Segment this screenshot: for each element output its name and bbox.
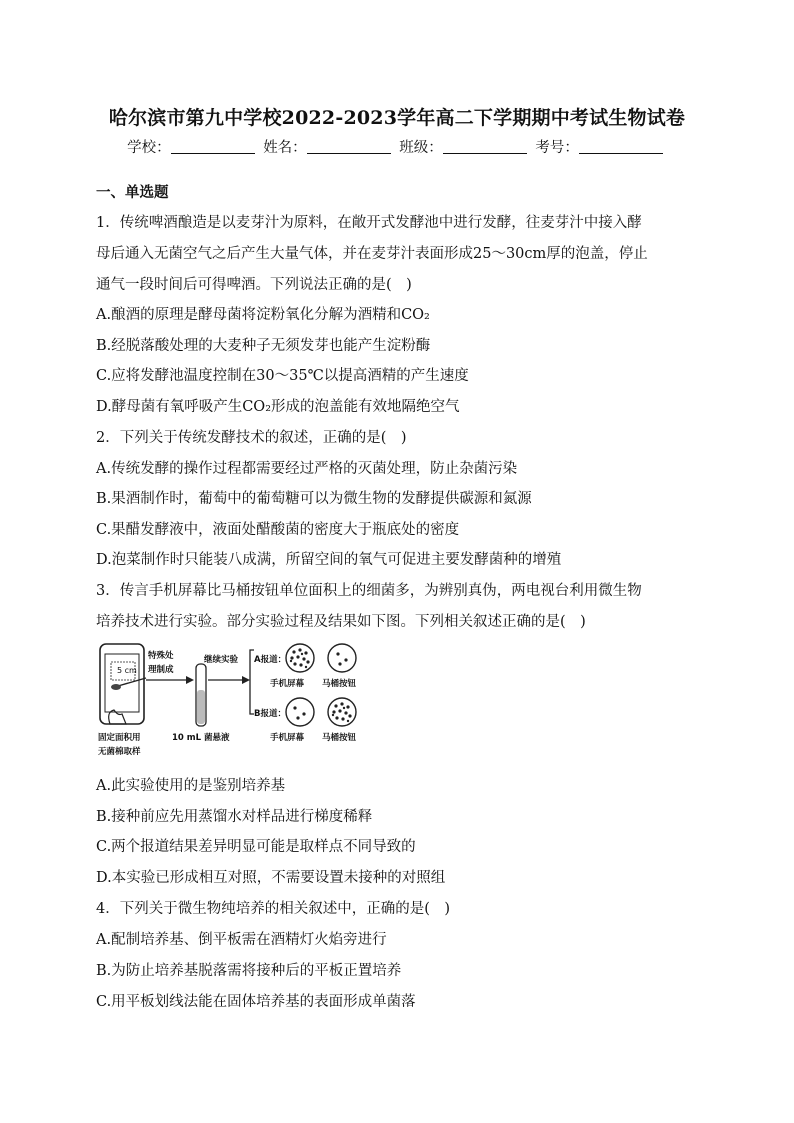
label-sample-2: 无菌棉取样 [98,747,141,757]
petri-dish-a-toilet [328,644,356,672]
label-continue: 继续实验 [204,655,239,665]
class-blank[interactable] [443,139,527,154]
label-tube: 10 mL 菌悬液 [172,733,230,743]
q3-option-a: A.此实验使用的是鉴别培养基 [96,778,286,794]
class-label: 班级： [399,140,443,156]
q3-stem-line: 3．传言手机屏幕比马桶按钮单位面积上的细菌多，为辨别真伪，两电视台利用微生物 [96,583,642,599]
q1-option-a: A.酿酒的原理是酵母菌将淀粉氧化分解为酒精和CO₂ [96,307,430,323]
q2-option-a: A.传统发酵的操作过程都需要经过严格的灭菌处理，防止杂菌污染 [96,461,518,477]
label-sample-1: 固定面积用 [98,733,141,743]
arrow-head-icon [242,676,250,684]
label-5cm: 5 cm [117,666,137,675]
name-blank[interactable] [307,139,391,154]
swab-stick [118,678,146,686]
q3-stem-line: 培养技术进行实验。部分实验过程及结果如下图。下列相关叙述正确的是( ) [96,614,586,630]
colonies-b-toilet [332,702,352,722]
exam-number-label: 考号： [535,140,579,156]
q4-stem-line: 4．下列关于微生物纯培养的相关叙述中，正确的是( ) [96,901,451,917]
q1-option-d: D.酵母菌有氧呼吸产生CO₂形成的泡盖能有效地隔绝空气 [96,399,460,415]
petri-dish-a-phone [286,644,314,672]
q2-stem-line: 2．下列关于传统发酵技术的叙述，正确的是( ) [96,430,407,446]
tube-liquid [197,690,205,724]
label-process-2: 理制成 [148,665,174,675]
section-heading: 一、单选题 [96,184,169,201]
arrow-head-icon [186,676,194,684]
q2-option-b: B.果酒制作时，葡萄中的葡萄糖可以为微生物的发酵提供碳源和氮源 [96,491,532,507]
colonies-a-toilet [336,652,347,665]
exam-title: 哈尔滨市第九中学校2022-2023学年高二下学期期中考试生物试卷 [108,107,686,129]
petri-dish-b-phone [286,698,314,726]
label-report-b: B报道： [254,709,286,719]
exam-number-blank[interactable] [579,139,663,154]
swab-tip [111,684,121,690]
q3-option-c: C.两个报道结果差异明显可能是取样点不同导致的 [96,839,416,855]
q1-stem-line: 通气一段时间后可得啤酒。下列说法正确的是( ) [96,277,412,293]
petri-dish-b-toilet [328,698,356,726]
label-phone-b: 手机屏幕 [270,733,305,743]
q2-option-d: D.泡菜制作时只能装八成满，所留空间的氧气可促进主要发酵菌种的增殖 [96,552,562,568]
q1-stem-line: 1．传统啤酒酿造是以麦芽汁为原料，在敞开式发酵池中进行发酵，往麦芽汁中接入酵 [96,215,642,231]
label-process-1: 特殊处 [148,651,174,661]
school-blank[interactable] [171,139,255,154]
phone-screen [105,654,139,712]
q3-option-b: B.接种前应先用蒸馏水对样品进行梯度稀释 [96,809,373,825]
name-label: 姓名： [263,140,307,156]
student-info-row [0,136,794,157]
q3-option-d: D.本实验已形成相互对照，不需要设置未接种的对照组 [96,870,446,886]
school-label: 学校： [127,140,171,156]
q4-option-b: B.为防止培养基脱落需将接种后的平板正置培养 [96,963,402,979]
label-toilet-b: 马桶按钮 [322,733,357,743]
q4-option-a: A.配制培养基、倒平板需在酒精灯火焰旁进行 [96,932,387,948]
q2-option-c: C.果醋发酵液中，液面处醋酸菌的密度大于瓶底处的密度 [96,522,460,538]
q4-option-c: C.用平板划线法能在固体培养基的表面形成单菌落 [96,994,416,1010]
q1-option-b: B.经脱落酸处理的大麦种子无须发芽也能产生淀粉酶 [96,338,431,354]
label-report-a: A报道： [254,655,287,665]
q1-stem-line: 母后通入无菌空气之后产生大量气体，并在麦芽汁表面形成25～30cm厚的泡盖，停止 [96,246,648,262]
label-phone-a: 手机屏幕 [270,679,305,689]
colonies-b-phone [293,706,305,719]
q1-option-c: C.应将发酵池温度控制在30～35℃以提高酒精的产生速度 [96,368,469,384]
label-toilet-a: 马桶按钮 [322,679,357,689]
experiment-figure [96,640,364,760]
colonies-a-phone [290,648,310,668]
